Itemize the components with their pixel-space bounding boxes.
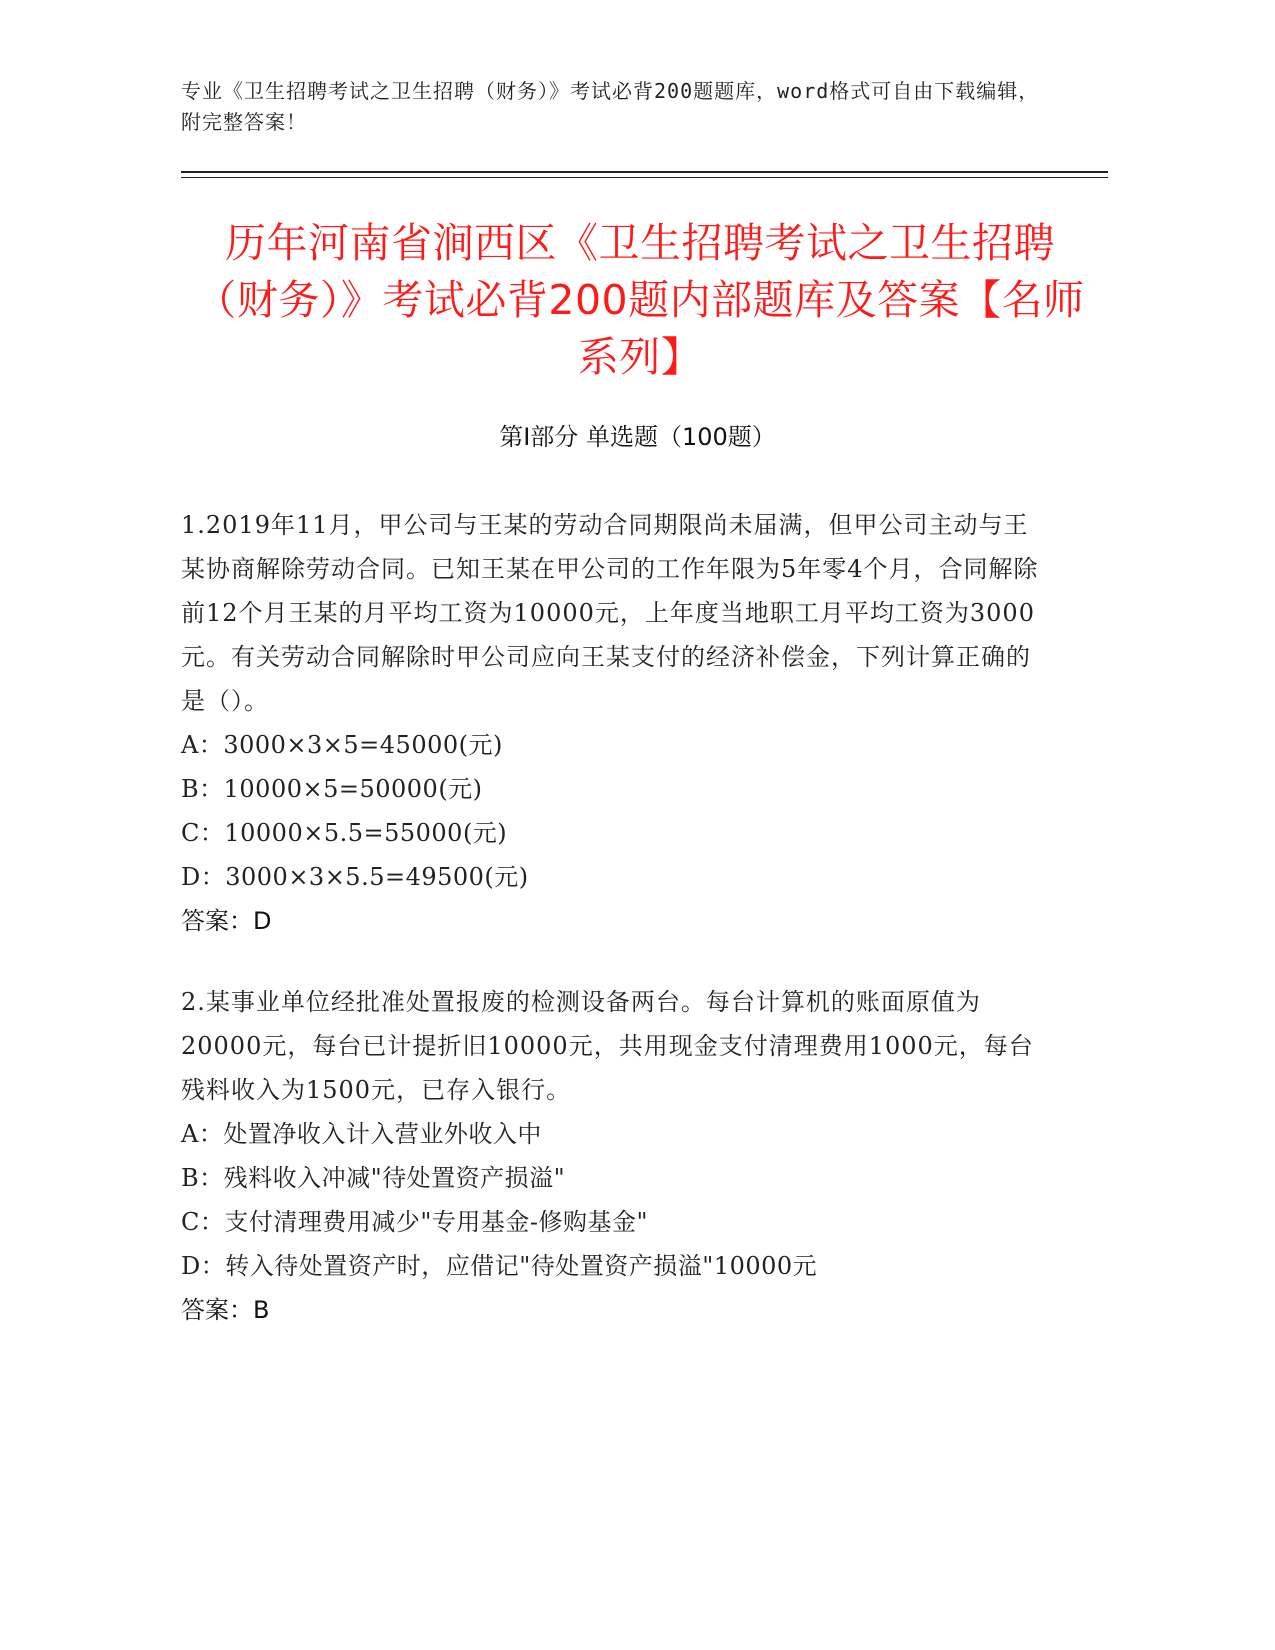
section-title: 第I部分 单选题（100题） [499, 423, 776, 451]
option-c: C：10000×5.5=55000(元) [181, 819, 508, 847]
question-1 [181, 503, 1041, 943]
header-rule-thick [181, 171, 1108, 173]
option-d: D：3000×3×5.5=49500(元) [181, 863, 529, 891]
header-note: 专业《卫生招聘考试之卫生招聘（财务）》考试必背200题题库，word格式可自由下载编辑，附完整答案！ [181, 79, 1040, 134]
document-title: 历年河南省涧西区《卫生招聘考试之卫生招聘（财务）》考试必背200题内部题库及答案【名师系列】 [195, 219, 1085, 381]
option-b: B：残料收入冲减"待处置资产损溢" [181, 1164, 566, 1192]
option-c: C：支付清理费用减少"专用基金-修购基金" [181, 1208, 649, 1236]
question-stem: 2.某事业单位经批准处置报废的检测设备两台。每台计算机的账面原值为20000元，每台已计提折旧10000元，共用现金支付清理费用1000元，每台残料收入为1500元，已存入银行。 [181, 988, 1034, 1104]
question-2 [181, 980, 1041, 1332]
header-rule-thin [181, 177, 1108, 178]
question-stem: 1.2019年11月，甲公司与王某的劳动合同期限尚未届满，但甲公司主动与王某协商解除劳动合同。已知王某在甲公司的工作年限为5年零4个月，合同解除前12个月王某的月平均工资为10000元，上年度当地职工月平均工资为3000元。有关劳动合同解除时甲公司应向王某支付的经济补偿金，下列计算正确的是（）。 [181, 511, 1039, 715]
answer-label: 答案：B [181, 1296, 270, 1324]
option-a: A：处置净收入计入营业外收入中 [181, 1120, 542, 1148]
option-a: A：3000×3×5=45000(元) [181, 731, 503, 759]
answer-label: 答案：D [181, 907, 272, 935]
option-b: B：10000×5=50000(元) [181, 775, 483, 803]
option-d: D：转入待处置资产时，应借记"待处置资产损溢"10000元 [181, 1252, 818, 1280]
